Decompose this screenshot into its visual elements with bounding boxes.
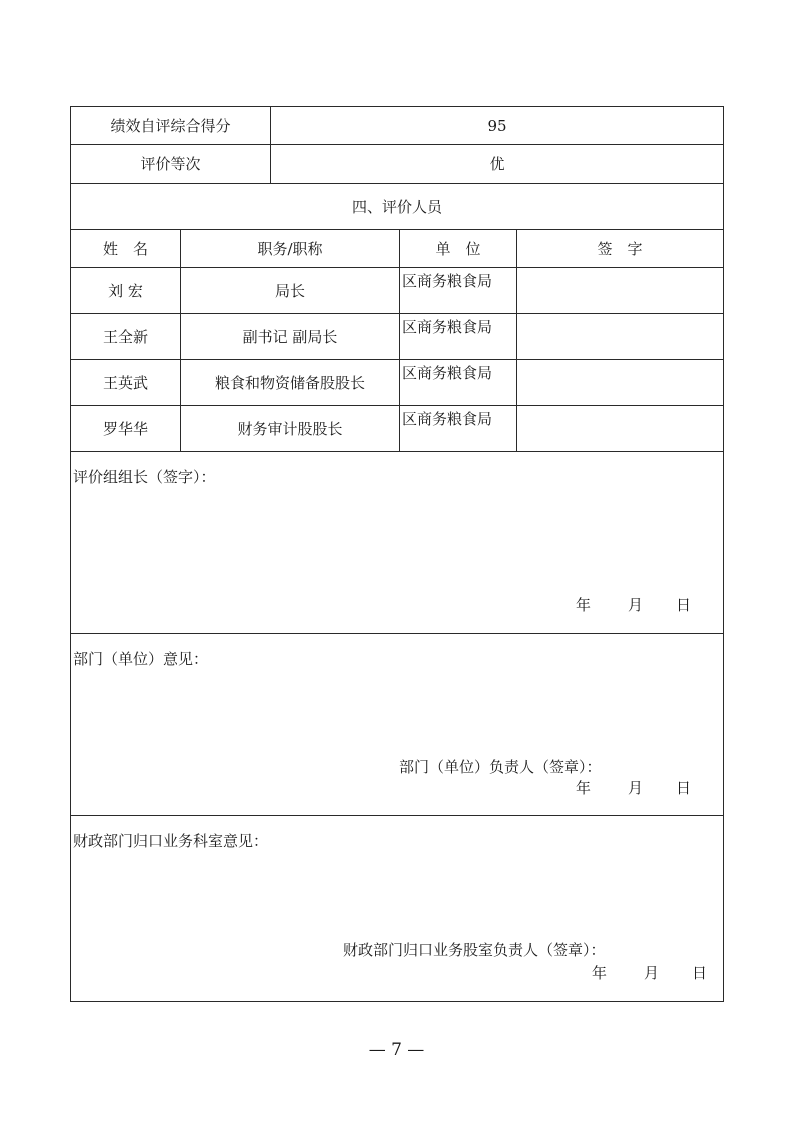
member-signature[interactable]: [517, 314, 724, 360]
member-unit: 区商务粮食局: [400, 314, 517, 360]
member-row: [71, 314, 724, 360]
member-signature[interactable]: [517, 360, 724, 406]
score-value: 95: [271, 107, 724, 145]
finance-section-label: 财政部门归口业务科室意见：: [73, 832, 269, 850]
member-unit: 区商务粮食局: [400, 268, 517, 314]
header-unit: 单 位: [400, 230, 517, 268]
member-name: 王英武: [71, 360, 181, 406]
finance-section-row: [71, 816, 724, 1002]
member-row: [71, 268, 724, 314]
leader-section-label: 评价组组长（签字）：: [73, 468, 216, 486]
dept-section-row: [71, 634, 724, 816]
member-name: 罗华华: [71, 406, 181, 452]
date-year: 年: [592, 964, 608, 982]
member-title: 财务审计股股长: [181, 406, 400, 452]
header-title: 职务/职称: [181, 230, 400, 268]
finance-signer-label: 财政部门归口业务股室负责人（签章）：: [343, 941, 606, 959]
member-name: 王全新: [71, 314, 181, 360]
date-month: 月: [644, 964, 660, 982]
finance-section[interactable]: [71, 816, 724, 1002]
evaluation-table: [70, 106, 724, 1002]
leader-section[interactable]: [71, 452, 724, 634]
dept-section-label: 部门（单位）意见：: [73, 650, 209, 668]
member-row: [71, 406, 724, 452]
leader-date: [576, 596, 691, 614]
score-label: 绩效自评综合得分: [71, 107, 271, 145]
dept-section[interactable]: [71, 634, 724, 816]
date-month: 月: [628, 779, 644, 797]
date-day: 日: [676, 596, 692, 614]
section-title-row: [71, 184, 724, 230]
date-year: 年: [576, 596, 592, 614]
score-row: [71, 107, 724, 145]
leader-section-row: [71, 452, 724, 634]
member-title: 粮食和物资储备股股长: [181, 360, 400, 406]
member-title: 局长: [181, 268, 400, 314]
grade-label: 评价等次: [71, 145, 271, 184]
member-signature[interactable]: [517, 268, 724, 314]
header-signature: 签 字: [517, 230, 724, 268]
grade-value: 优: [271, 145, 724, 184]
header-row: [71, 230, 724, 268]
member-row: [71, 360, 724, 406]
member-unit: 区商务粮食局: [400, 406, 517, 452]
date-day: 日: [692, 964, 708, 982]
member-title: 副书记 副局长: [181, 314, 400, 360]
grade-row: [71, 145, 724, 184]
finance-date: [592, 964, 707, 982]
date-day: 日: [676, 779, 692, 797]
date-year: 年: [576, 779, 592, 797]
dept-signer-label: 部门（单位）负责人（签章）：: [399, 758, 602, 776]
member-unit: 区商务粮食局: [400, 360, 517, 406]
member-signature[interactable]: [517, 406, 724, 452]
date-month: 月: [628, 596, 644, 614]
section-title: 四、评价人员: [71, 184, 724, 230]
page-number: — 7 —: [368, 1040, 425, 1060]
dept-date: [576, 779, 691, 797]
member-name: 刘 宏: [71, 268, 181, 314]
header-name: 姓 名: [71, 230, 181, 268]
